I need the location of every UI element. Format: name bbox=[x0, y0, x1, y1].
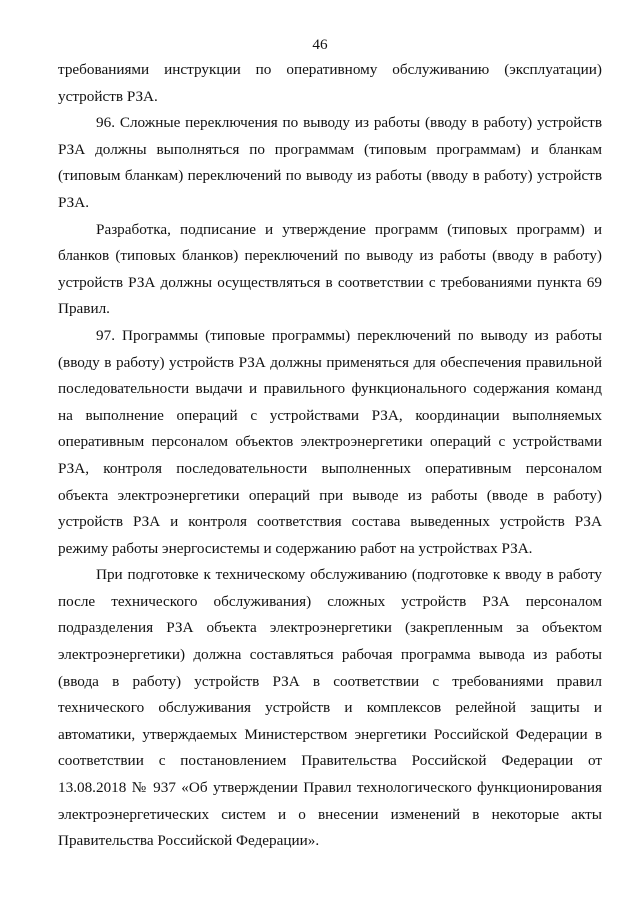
paragraph-development: Разработка, подписание и утверждение программ (типовых программ) и бланков (типовых бланков) переключений по выводу из работы (вводу в работу) устройств РЗА должны осуществляться в соответствии с требованиями пункта 69 Правил. bbox=[58, 220, 602, 318]
paragraph-item-97: 97. Программы (типовые программы) переключений по выводу из работы (вводу в работу) устройств РЗА должны применяться для обеспечения правильной последовательности выдачи и правильного функционального содержания команд на выполнение операций с устройствами РЗА, координации выполняемых оперативным персоналом объектов электроэнергетики операций с устройствами РЗА, контроля последовательности выполненных оперативным персоналом объекта электроэнергетики операций при выводе из работы (вводе в работу) устройств РЗА и контроля соответствия состава выведенных устройств РЗА режиму работы энергосистемы и содержанию работ на устройствах РЗА. bbox=[58, 326, 602, 557]
paragraph-maintenance: При подготовке к техническому обслуживанию (подготовке к вводу в работу после технического обслуживания) сложных устройств РЗА персоналом подразделения РЗА объекта электроэнергетики (закрепленным за объектом электроэнергетики) должна составляться рабочая программа вывода из работы (ввода в работу) устройств РЗА в соответствии с требованиями правил технического обслуживания устройств и комплексов релейной защиты и автоматики, утверждаемых Министерством энергетики Российской Федерации в соответствии с постановлением Правительства Российской Федерации от 13.08.2018 № 937 «Об утверждении Правил технологического функционирования электроэнергетических систем и о внесении изменений в некоторые акты Правительства Российской Федерации». bbox=[58, 566, 602, 850]
paragraph-item-96: 96. Сложные переключения по выводу из работы (вводу в работу) устройств РЗА должны выполняться по программам (типовым программам) и бланкам (типовым бланкам) переключений по выводу из работы (вводу в работу) устройств РЗА. bbox=[58, 114, 602, 211]
page-number: 46 bbox=[312, 36, 328, 53]
paragraph-continuation: требованиями инструкции по оперативному обслуживанию (эксплуатации) устройств РЗА. bbox=[58, 61, 602, 105]
document-body bbox=[58, 57, 602, 855]
